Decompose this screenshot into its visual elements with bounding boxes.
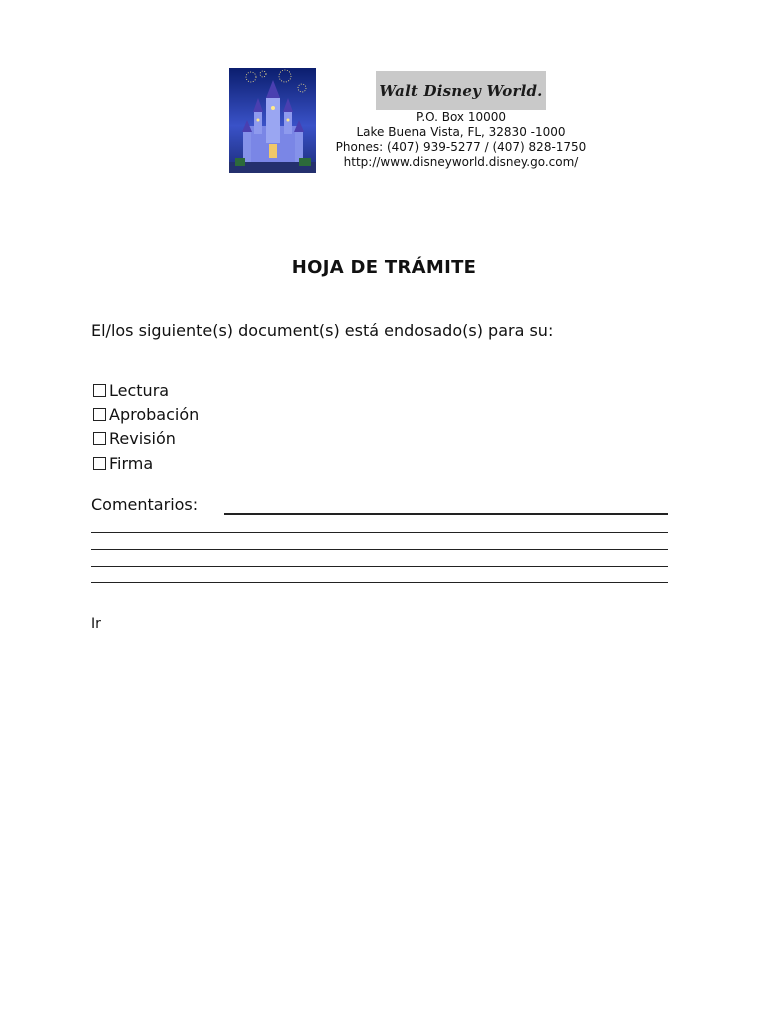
- option-firma[interactable]: [91, 451, 199, 475]
- address-website[interactable]: http://www.disneyworld.disney.go.com/: [343, 155, 579, 169]
- option-aprobacion[interactable]: [91, 402, 199, 426]
- option-label: Firma: [109, 453, 154, 473]
- option-revision[interactable]: [91, 427, 199, 451]
- comments-line-1[interactable]: [224, 513, 668, 515]
- option-label: Aprobación: [109, 404, 200, 424]
- address-phones: Phones: (407) 939-5277 / (407) 828-1750: [335, 140, 587, 154]
- checkbox-icon[interactable]: [93, 408, 106, 421]
- comments-line-2[interactable]: [91, 532, 668, 533]
- castle-image: [229, 68, 316, 173]
- comments-line-5[interactable]: [91, 582, 668, 583]
- address-po-box: P.O. Box 10000: [415, 110, 507, 124]
- address-city: Lake Buena Vista, FL, 32830 -1000: [356, 125, 566, 139]
- logo-text: Walt Disney World.: [379, 81, 543, 100]
- checkbox-icon[interactable]: [93, 384, 106, 397]
- option-lectura[interactable]: [91, 378, 199, 402]
- walt-disney-world-logo: [376, 71, 546, 110]
- footer-text: Ir: [91, 616, 101, 632]
- comments-label: Comentarios:: [91, 495, 199, 514]
- comments-line-3[interactable]: [91, 549, 668, 550]
- page-title: HOJA DE TRÁMITE: [291, 257, 477, 278]
- checkbox-icon[interactable]: [93, 432, 106, 445]
- address-block: [320, 110, 602, 170]
- option-label: Lectura: [109, 380, 170, 400]
- option-label: Revisión: [109, 429, 176, 449]
- checkbox-icon[interactable]: [93, 457, 106, 470]
- options-list: [91, 378, 199, 475]
- comments-line-4[interactable]: [91, 566, 668, 567]
- intro-text: El/los siguiente(s) document(s) está endosado(s) para su:: [91, 321, 554, 340]
